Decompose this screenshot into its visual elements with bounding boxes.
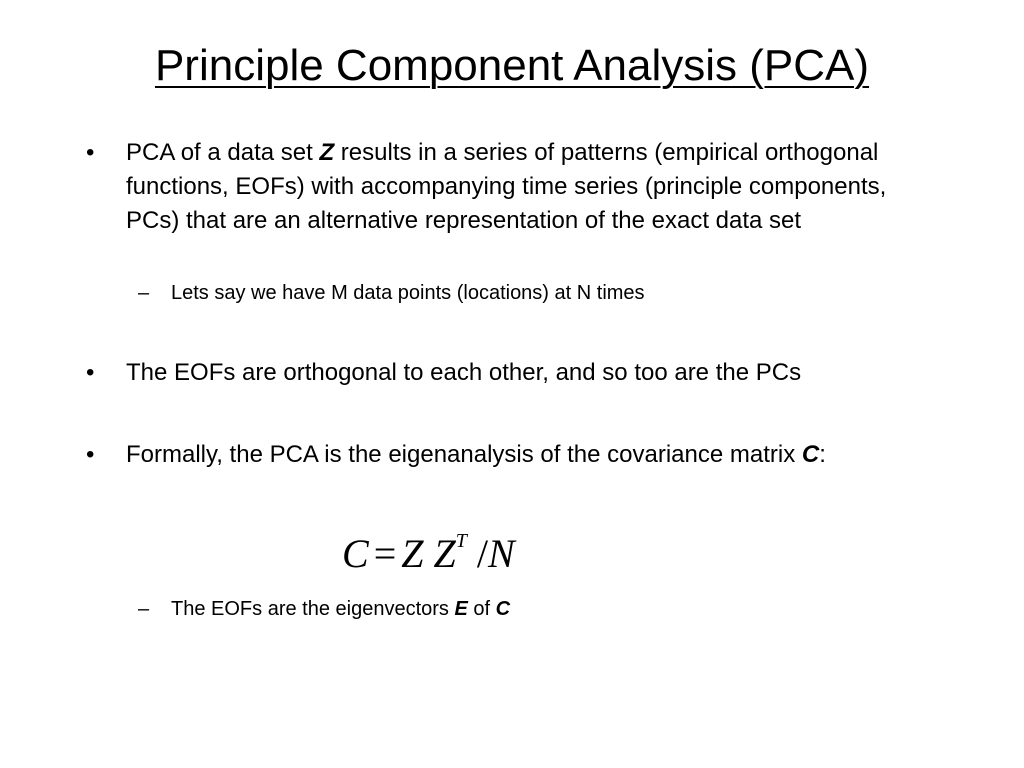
equation-z2: Z (433, 531, 456, 576)
bullet-text-pre: PCA of a data set (126, 139, 320, 166)
sub-bullet-data-points (138, 278, 958, 308)
variable-c: C (801, 441, 820, 468)
bullet-text: The EOFs are orthogonal to each other, and so too are the PCs (126, 359, 802, 386)
equation-n: N (488, 531, 515, 576)
sub-bullet-eigenvectors (138, 594, 958, 624)
variable-c: C (495, 598, 511, 620)
bullet-marker: • (86, 441, 95, 468)
variable-z: Z (319, 139, 335, 166)
equation-transpose: T (455, 530, 467, 552)
slide-title: Principle Component Analysis (PCA) (154, 41, 870, 90)
sub-bullet-text (171, 594, 951, 624)
sub-bullet-marker: – (138, 282, 150, 304)
equation-z1: Z (401, 531, 424, 576)
bullet-eigenanalysis (86, 438, 946, 506)
equation-lhs: C (342, 531, 369, 576)
sub-bullet-marker: – (138, 598, 150, 620)
variable-e: E (454, 598, 468, 620)
bullet-text-pre: Formally, the PCA is the eigenanalysis of the covariance matrix (126, 441, 802, 468)
bullet-marker: • (86, 359, 95, 386)
bullet-text (126, 136, 936, 238)
sub-text-mid: of (467, 598, 496, 620)
sub-text-pre: The EOFs are the eigenvectors (171, 598, 455, 620)
bullet-orthogonal (86, 356, 946, 390)
bullet-text-post: results in a series of patterns (empirical orthogonal functions, EOFs) with accompanying time series (principle components, PCs) that are an alternative representation of the exact data set (126, 139, 887, 234)
bullet-text (126, 438, 936, 472)
bullet-marker: • (86, 139, 95, 166)
equation-slash: / (476, 531, 488, 576)
equation-equals: = (373, 531, 397, 576)
bullet-pca-definition (86, 136, 946, 272)
sub-bullet-text: Lets say we have M data points (locations) at N times (171, 282, 645, 304)
covariance-equation (342, 516, 515, 579)
bullet-text-post: : (819, 441, 826, 468)
